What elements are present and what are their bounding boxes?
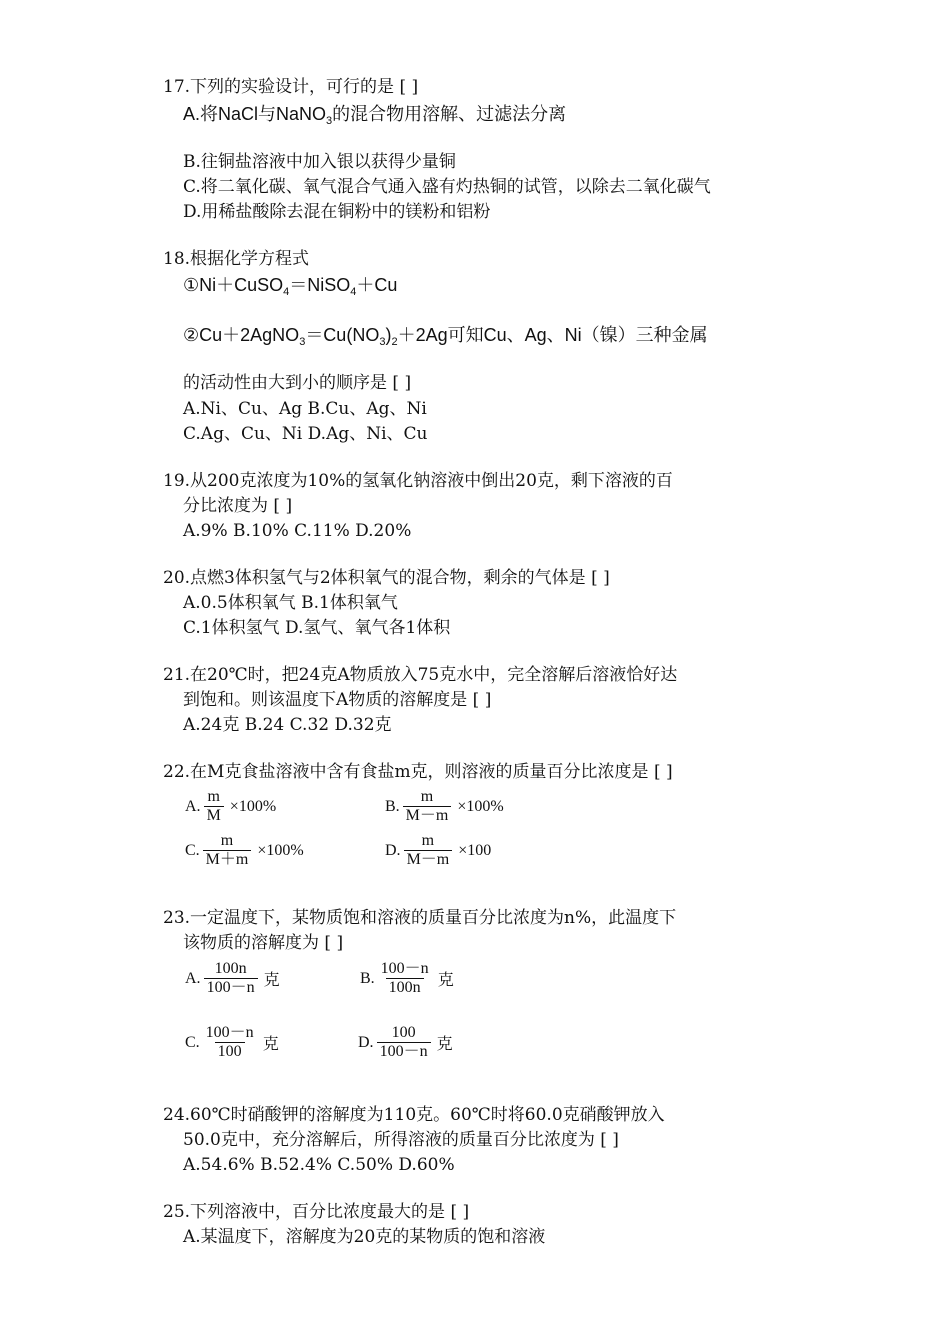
q23-option-b: B. $\frac{100-n}{100n}$ 克 <box>360 960 454 996</box>
fraction: $\frac{m}{M-m}$ <box>404 832 453 869</box>
fraction: $\frac{100-n}{100}$ <box>205 1024 254 1060</box>
q17-option-c: C.将二氧化碳、氧气混合气通入盛有灼热铜的试管，以除去二氧化碳气 <box>183 177 711 197</box>
q17-option-b: B.往铜盐溶液中加入银以获得少量铜 <box>183 152 456 172</box>
q18-equation-2: $②Cu+2AgNO_3=Cu(NO_3)_2+2Ag$可知Cu、Ag、Ni（镍）三种金属 <box>183 325 708 348</box>
q19-stem-1: 19.从200克浓度为10%的氢氧化钠溶液中倒出20克，剩下溶液的百 <box>163 471 673 491</box>
q17-option-a: A.将NaCl与NaNO$_3$的混合物用溶解、过滤法分离 <box>183 104 567 127</box>
q23-option-d: D. $\frac{100}{100-n}$ 克 <box>358 1024 453 1060</box>
q22-option-c: C. $\frac{m}{M+m}$ ×100% <box>185 832 304 868</box>
fraction: $\frac{100n}{100-n}$ <box>204 960 258 997</box>
q18-stem: 18.根据化学方程式 <box>163 249 310 269</box>
q18-stem-cont: 的活动性由大到小的顺序是 [ ] <box>183 373 412 393</box>
fraction: $\frac{100}{100-n}$ <box>377 1024 431 1061</box>
fraction: $\frac{100-n}{100n}$ <box>380 960 429 996</box>
q24-stem-1: 24.60℃时硝酸钾的溶解度为110克。60℃时将60.0克硝酸钾放入 <box>163 1105 665 1125</box>
q22-stem: 22.在M克食盐溶液中含有食盐m克，则溶液的质量百分比浓度是 [ ] <box>163 762 673 782</box>
q22-option-a: A. $\frac{m}{M}$ ×100% <box>185 788 277 824</box>
q18-equation-1: ①Ni＋CuSO$_4$＝NiSO$_4$＋Cu <box>183 275 398 298</box>
q22-option-d: D. $\frac{m}{M-m}$ ×100 <box>385 832 492 868</box>
q18-options-2: C.Ag、Cu、Ni D.Ag、Ni、Cu <box>183 424 428 444</box>
q18-options-1: A.Ni、Cu、Ag B.Cu、Ag、Ni <box>183 399 427 419</box>
q20-options-1: A.0.5体积氧气 B.1体积氧气 <box>183 593 398 613</box>
q22-option-b: B. $\frac{m}{M-m}$ ×100% <box>385 788 504 824</box>
q21-options: A.24克 B.24 C.32 D.32克 <box>183 715 392 735</box>
fraction: $\frac{m}{M+m}$ <box>203 832 252 869</box>
q21-stem-2: 到饱和。则该温度下A物质的溶解度是 [ ] <box>183 690 492 710</box>
q20-stem: 20.点燃3体积氢气与2体积氧气的混合物，剩余的气体是 [ ] <box>163 568 610 588</box>
q20-options-2: C.1体积氢气 D.氢气、氧气各1体积 <box>183 618 451 638</box>
fraction: $\frac{m}{M-m}$ <box>403 788 452 825</box>
q23-stem-1: 23.一定温度下，某物质饱和溶液的质量百分比浓度为n%，此温度下 <box>163 908 677 928</box>
q23-option-c: C. $\frac{100-n}{100}$ 克 <box>185 1024 279 1060</box>
q19-options: A.9% B.10% C.11% D.20% <box>183 521 412 541</box>
q17-option-d: D.用稀盐酸除去混在铜粉中的镁粉和铝粉 <box>183 202 491 222</box>
fraction: $\frac{m}{M}$ <box>204 788 224 825</box>
q21-stem-1: 21.在20℃时，把24克A物质放入75克水中，完全溶解后溶液恰好达 <box>163 665 678 685</box>
q17-stem: 17.下列的实验设计，可行的是 [ ] <box>163 77 419 97</box>
q23-stem-2: 该物质的溶解度为 [ ] <box>183 933 344 953</box>
q24-options: A.54.6% B.52.4% C.50% D.60% <box>183 1155 455 1175</box>
q24-stem-2: 50.0克中，充分溶解后，所得溶液的质量百分比浓度为 [ ] <box>183 1130 619 1150</box>
q19-stem-2: 分比浓度为 [ ] <box>183 496 293 516</box>
q25-option-a: A.某温度下，溶解度为20克的某物质的饱和溶液 <box>183 1227 546 1247</box>
q25-stem: 25.下列溶液中，百分比浓度最大的是 [ ] <box>163 1202 470 1222</box>
q23-option-a: A. $\frac{100n}{100-n}$ 克 <box>185 960 280 996</box>
